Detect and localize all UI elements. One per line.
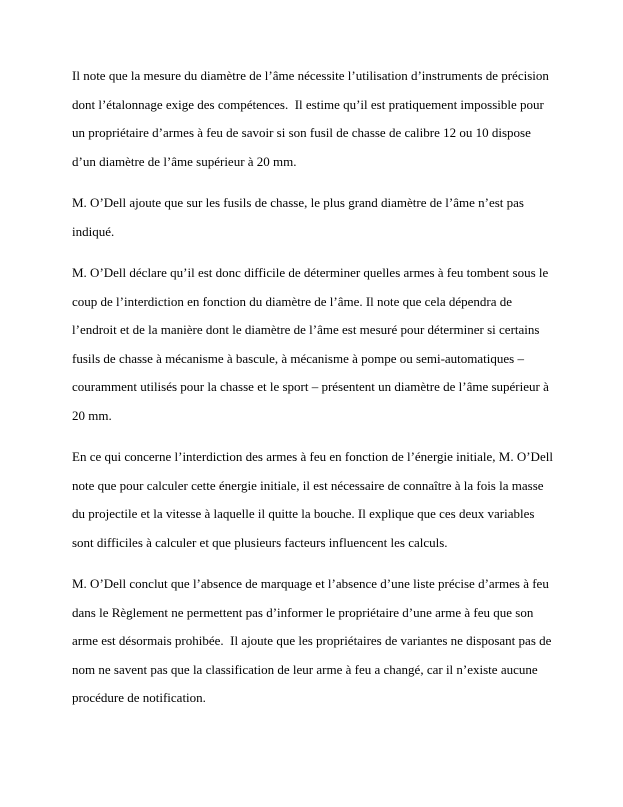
paragraph-conclusion-no-notification: M. O’Dell conclut que l’absence de marquage et l’absence d’une liste précise d’armes à feu dans le Règlement ne permettent pas d’informer le propriétaire d’une arme à feu que son arme est désormais prohibée. Il ajoute que les propriétaires de variantes ne disposant pas de nom ne savent pas que la classification de leur arme à feu a changé, car il n’existe aucune procédure de notification.: [72, 576, 555, 705]
paragraph-shotgun-bore-not-indicated: M. O’Dell ajoute que sur les fusils de chasse, le plus grand diamètre de l’âme n’est pas indiqué.: [72, 195, 528, 239]
paragraph-muzzle-energy: En ce qui concerne l’interdiction des armes à feu en fonction de l’énergie initiale, M. O’Dell note que pour calculer cette énergie initiale, il est nécessaire de connaître à la fois la masse du projectile et la vitesse à laquelle il quitte la bouche. Il explique que ces deux variables sont difficiles à calculer et que plusieurs facteurs influencent les calculs.: [72, 449, 557, 550]
document-body: [72, 62, 557, 713]
paragraph-interdiction-bore-diameter: M. O’Dell déclare qu’il est donc difficile de déterminer quelles armes à feu tombent sous le coup de l’interdiction en fonction du diamètre de l’âme. Il note que cela dépendra de l’endroit et de la manière dont le diamètre de l’âme est mesuré pour déterminer si certains fusils de chasse à mécanisme à bascule, à mécanisme à pompe ou semi-automatiques – couramment utilisés pour la chasse et le sport – présentent un diamètre de l’âme supérieur à 20 mm.: [72, 265, 553, 423]
paragraph-bore-measurement: Il note que la mesure du diamètre de l’âme nécessite l’utilisation d’instruments de précision dont l’étalonnage exige des compétences. Il estime qu’il est pratiquement impossible pour un propriétaire d’armes à feu de savoir si son fusil de chasse de calibre 12 ou 10 dispose d’un diamètre de l’âme supérieur à 20 mm.: [72, 68, 553, 169]
